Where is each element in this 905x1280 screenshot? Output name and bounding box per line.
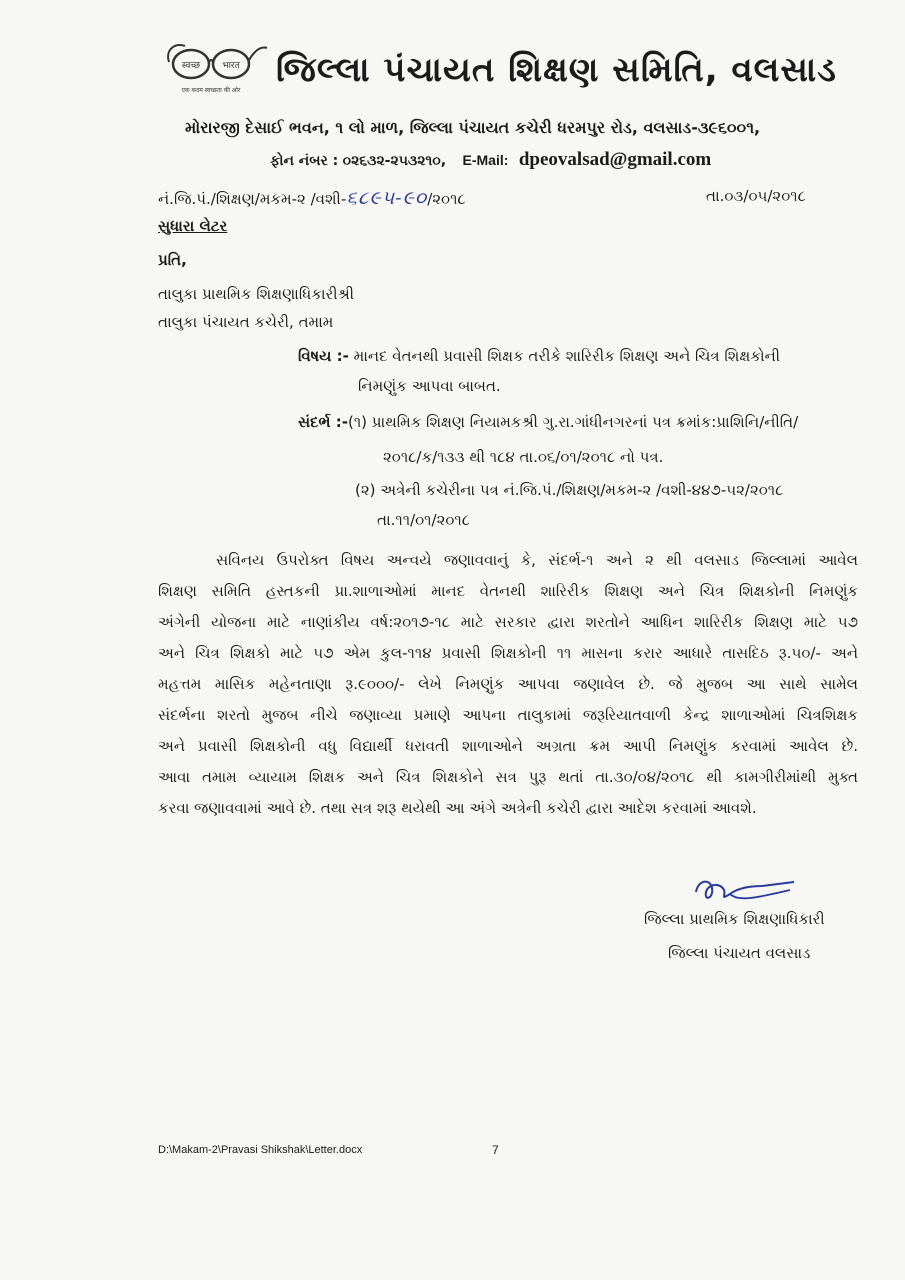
reference-line-3: (૨) અત્રેની કચેરીના પત્ર નં.જિ.પં./શિક્ષણ/મકમ-૨ /વશી-૪૪૭-૫૨/૨૦૧૮ [355,481,784,499]
reference-handwritten-number: ૬૮૯૫-૯૦ [346,187,428,209]
organization-title: જિલ્લા પંચાયત શિક્ષણ સમિતિ, વલસાડ [276,50,837,90]
subject-label: વિષય :- [298,347,349,365]
reference-text-1: (૧) પ્રાથમિક શિક્ષણ નિયામકશ્રી ગુ.રા.ગાંધીનગરનાં પત્ર ક્રમાંક:પ્રાશિનિ/નીતિ/ [347,413,799,431]
correction-letter-tag: સુધારા લેટર [158,217,228,235]
reference-prefix: નં.જિ.પં./શિક્ષણ/મકમ-૨ /વશી- [158,190,347,208]
subject-text-1: માનદ વેતનથી પ્રવાસી શિક્ષક તરીકે શારિરીક શિક્ષણ અને ચિત્ર શિક્ષકોની [348,347,781,365]
logo-text-left: स्वच्छ [181,61,201,71]
body-line: મહત્તમ માસિક મહેનતાણા રૂ.૯૦૦૦/- લેખે નિમણુંક આપવા જણાવેલ છે. જે મુજબ આ સાથે સામેલ [158,675,858,693]
footer-page-number: 7 [492,1143,499,1157]
recipient-line-1: તાલુકા પ્રાથમિક શિક્ષણાધિકારીશ્રી [158,285,355,303]
reference-label: સંદર્ભ :- [298,413,348,431]
letter-date: તા.૦૩/૦૫/૨૦૧૮ [706,187,806,205]
swachh-bharat-logo [163,40,268,98]
contact-line [270,149,711,171]
logo-tagline: एक कदम स्वच्छता की ओर [181,87,241,94]
body-line: અંગેની યોજના માટે નાણાંકીય વર્ષ:૨૦૧૭-૧૮ માટે સરકાર દ્વારા શરતોને આધિન શારિરીક શિક્ષણ માટે ૫૭ [158,613,858,631]
reference-suffix: /૨૦૧૮ [427,190,466,208]
phone-number: ૦૨૬૩૨-૨૫૩૨૧૦, [342,153,447,169]
email-address: dpeovalsad@gmail.com [518,149,712,170]
body-line: સવિનય ઉપરોક્ત વિષય અન્વયે જણાવવાનું કે, સંદર્ભ-૧ અને ૨ થી વલસાડ જિલ્લામાં આવેલ [216,551,858,569]
reference-line-2: ૨૦૧૮/ક/૧૩૩ થી ૧૮૪ તા.૦૬/૦૧/૨૦૧૮ નો પત્ર. [383,448,664,466]
signatory-office: જિલ્લા પંચાયત વલસાડ [668,944,811,962]
signatory-designation: જિલ્લા પ્રાથમિક શિક્ષણાધિકારી [644,910,825,928]
phone-label: ફોન નંબર : [270,153,339,169]
recipient-salutation: પ્રતિ, [158,251,187,269]
email-label: E-Mail: [462,152,509,168]
letter-body [158,545,858,824]
letter-reference-number [158,187,466,209]
body-line: અને ચિત્ર શિક્ષકો માટે ૫૭ એમ કુલ-૧૧૪ પ્રવાસી શિક્ષકોની ૧૧ માસના કરાર આધારે તાસદિઠ રૂ.૫૦/- અને [158,644,858,662]
body-line: સંદર્ભના શરતો મુજબ નીચે જણાવ્યા પ્રમાણે આપના તાલુકામાં જરૂરિયાતવાળી કેન્દ્ર શાળાઓમાં ચિત્રશિક્ષક [158,706,858,724]
organization-address: મોરારજી દેસાઈ ભવન, ૧ લો માળ, જિલ્લા પંચાયત કચેરી ધરમપુર રોડ, વલસાડ-૩૯૬૦૦૧, [185,118,761,137]
reference-line-1 [298,413,798,431]
reference-line-4: તા.૧૧/૦૧/૨૦૧૮ [377,511,471,529]
body-line: અને પ્રવાસી શિક્ષકોની વધુ વિદ્યાર્થી ધરાવતી શાળાઓને અગ્રતા ક્રમ આપી નિમણુંક કરવામાં આવેલ છે. [158,737,858,755]
body-line: આવા તમામ વ્યાયામ શિક્ષક અને ચિત્ર શિક્ષકોને સત્ર પુરૂ થતાં તા.૩૦/૦૪/૨૦૧૮ થી કામગીરીમાંથી મુક્ત [158,768,858,786]
body-line: કરવા જણાવવામાં આવે છે. તથા સત્ર શરૂ થયેથી આ અંગે અત્રેની કચેરી દ્વારા આદેશ કરવામાં આવશે. [158,799,757,817]
subject-line-1 [298,347,780,365]
logo-text-right: भारत [222,61,240,71]
body-line: શિક્ષણ સમિતિ હસ્તકની પ્રા.શાળાઓમાં માનદ વેતનથી શારિરીક શિક્ષણ અને ચિત્ર શિક્ષકોની નિમણુંક [158,582,858,600]
subject-line-2: નિમણુંક આપવા બાબત. [358,377,501,395]
recipient-line-2: તાલુકા પંચાયત કચેરી, તમામ [158,313,334,331]
footer-file-path: D:\Makam-2\Pravasi Shikshak\Letter.docx [158,1144,363,1156]
